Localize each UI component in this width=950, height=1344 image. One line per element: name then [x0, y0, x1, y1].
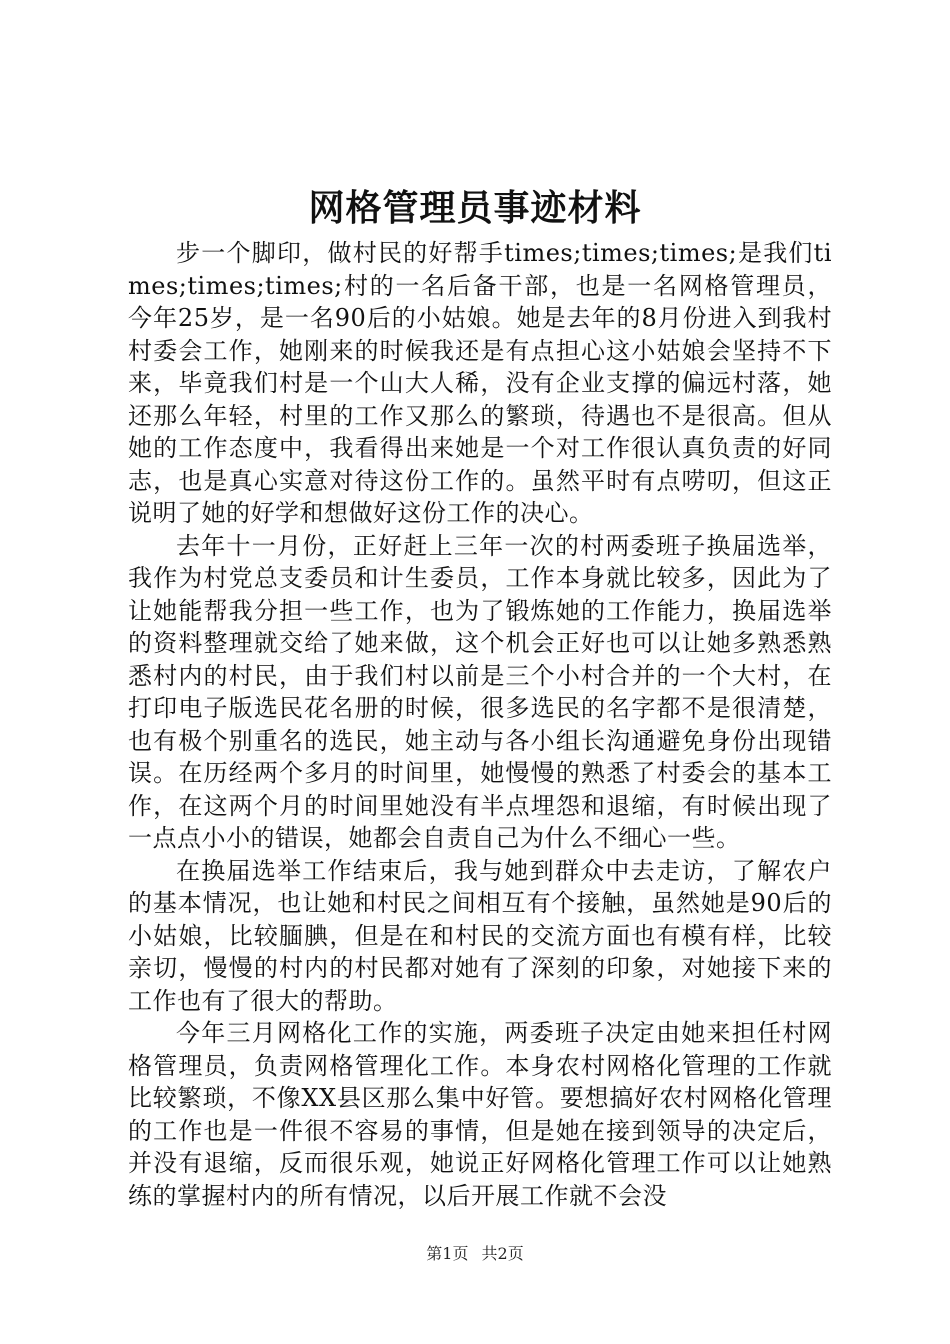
page-title: 网格管理员事迹材料 — [308, 187, 642, 229]
paragraph: 去年十一月份，正好赶上三年一次的村两委班子换届选举，我作为村党总支委员和计生委员，工作本身就比较多，因此为了让她能帮我分担一些工作，也为了锻炼她的工作能力，换届选举的资料整理就交给了她来做，这个机会正好也可以让她多熟悉熟悉村内的村民，由于我们村以前是三个小村合并的一个大村，在打印电子版选民花名册的时候，很多选民的名字都不是很清楚，也有极个别重名的选民，她主动与各小组长沟通避免身份出现错误。在历经两个多月的时间里，她慢慢的熟悉了村委会的基本工作，在这两个月的时间里她没有半点埋怨和退缩，有时候出现了一点点小小的错误，她都会自责自己为什么不细心一些。 — [128, 531, 832, 852]
page-number: 第1页 — [426, 1244, 469, 1263]
document-body — [128, 237, 832, 1212]
paragraph: 今年三月网格化工作的实施，两委班子决定由她来担任村网格管理员，负责网格管理化工作。本身农村网格化管理的工作就比较繁琐，不像XX县区那么集中好管。要想搞好农村网格化管理的工作也是一件很不容易的事情，但是她在接到领导的决定后，并没有退缩，反而很乐观，她说正好网格化管理工作可以让她熟练的掌握村内的所有情况，以后开展工作就不会没 — [128, 1019, 832, 1210]
page-total: 共2页 — [481, 1244, 524, 1263]
paragraph: 步一个脚印，做村民的好帮手times;times;times;是我们times;times;times;村的一名后备干部，也是一名网格管理员，今年25岁，是一名90后的小姑娘。她是去年的8月份进入到我村村委会工作，她刚来的时候我还是有点担心这小姑娘会坚持不下来，毕竟我们村是一个山大人稀，没有企业支撑的偏远村落，她还那么年轻，村里的工作又那么的繁琐，待遇也不是很高。但从她的工作态度中，我看得出来她是一个对工作很认真负责的好同志，也是真心实意对待这份工作的。虽然平时有点唠叨，但这正说明了她的好学和想做好这份工作的决心。 — [128, 239, 832, 527]
paragraph: 在换届选举工作结束后，我与她到群众中去走访，了解农户的基本情况，也让她和村民之间相互有个接触，虽然她是90后的小姑娘，比较腼腆，但是在和村民的交流方面也有模有样，比较亲切，慢慢的村内的村民都对她有了深刻的印象，对她接下来的工作也有了很大的帮助。 — [128, 856, 832, 1015]
page-footer — [0, 1244, 950, 1264]
